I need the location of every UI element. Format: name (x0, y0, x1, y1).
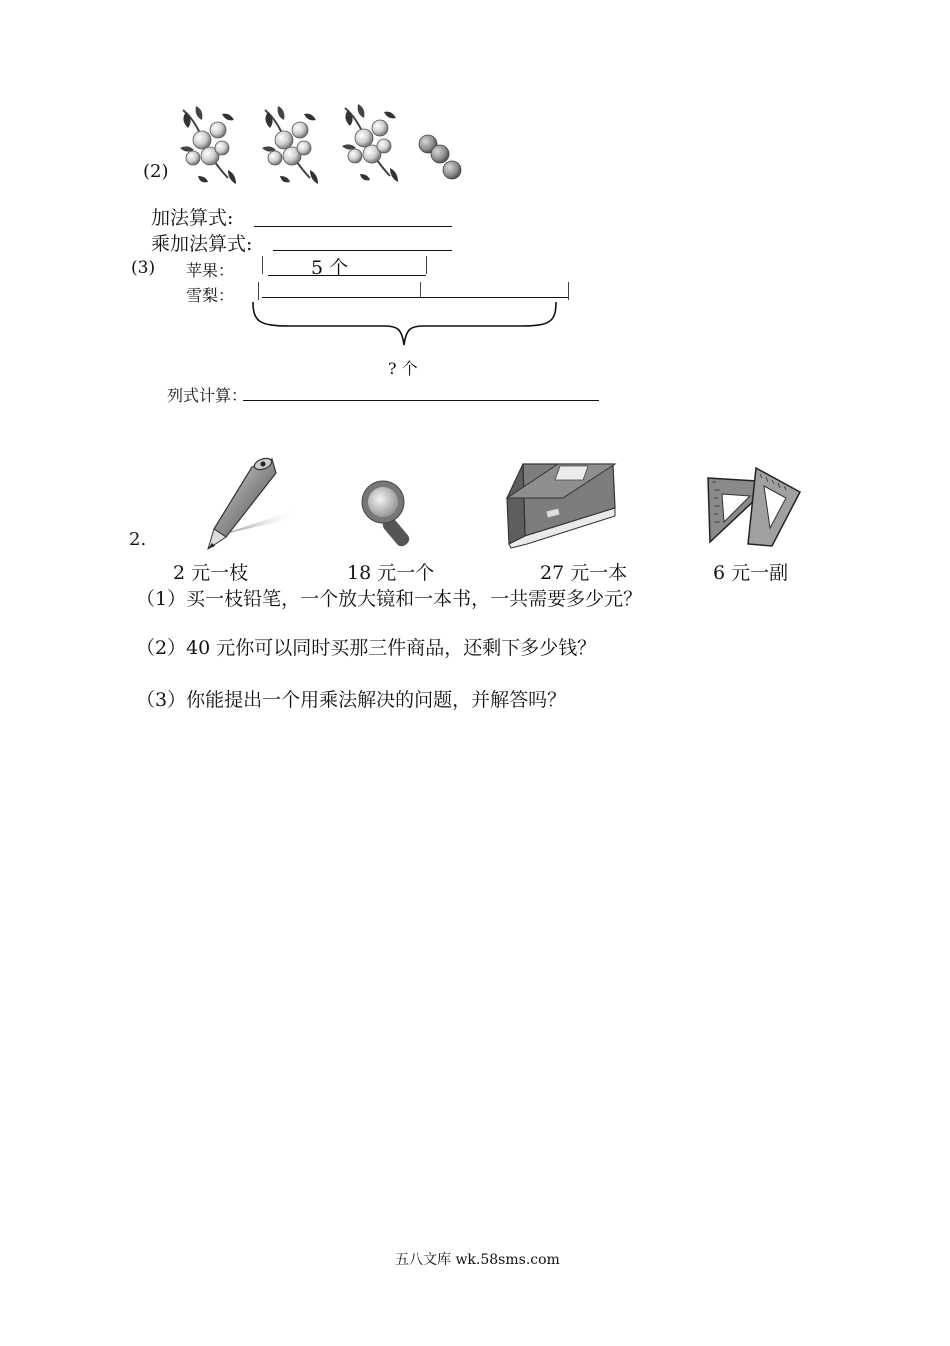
apple-label: 苹果： (186, 261, 235, 280)
magnifier-price: 18 元一个 (347, 562, 435, 584)
total-question: ? 个 (388, 359, 418, 378)
addition-formula-label: 加法算式: (151, 207, 234, 229)
sub-question-1: （1）买一枝铅笔，一个放大镜和一本书，一共需要多少元？ (136, 588, 643, 610)
mult-add-formula-answer-line[interactable] (273, 250, 452, 251)
calc-answer-line[interactable] (243, 400, 599, 401)
pear-bar (262, 297, 568, 298)
section-3-label: (3) (131, 258, 156, 278)
calc-label: 列式计算： (167, 386, 248, 405)
apple-bar (268, 275, 426, 276)
question-2-number: 2. (129, 529, 147, 550)
triangle-rulers-icon (704, 462, 804, 552)
pear-bar-right-tick (568, 282, 569, 300)
apple-bar-right-tick (426, 256, 427, 274)
pear-bar-mid-tick (420, 282, 421, 298)
apple-branch-illustration (178, 98, 478, 188)
book-price: 27 元一本 (540, 562, 628, 584)
magnifier-icon (356, 478, 426, 558)
pencil-icon (200, 455, 310, 555)
pear-label: 雪梨： (186, 286, 235, 305)
sub-question-2: （2）40 元你可以同时买那三件商品，还剩下多少钱？ (136, 637, 597, 659)
triangle-rulers-price: 6 元一副 (713, 562, 789, 584)
pear-bar-left-tick (258, 282, 259, 300)
apple-count: 5 个 (311, 257, 349, 279)
total-brace (250, 300, 560, 350)
pencil-price: 2 元一枝 (173, 562, 249, 584)
page-footer: 五八文库 wk.58sms.com (395, 1252, 560, 1268)
sub-question-3: （3）你能提出一个用乘法解决的问题，并解答吗？ (136, 689, 567, 711)
section-2-label: (2) (143, 161, 169, 182)
addition-formula-answer-line[interactable] (254, 226, 452, 227)
apple-bar-left-tick (262, 256, 263, 274)
mult-add-formula-label: 乘加法算式: (151, 233, 253, 255)
book-icon (503, 458, 623, 548)
